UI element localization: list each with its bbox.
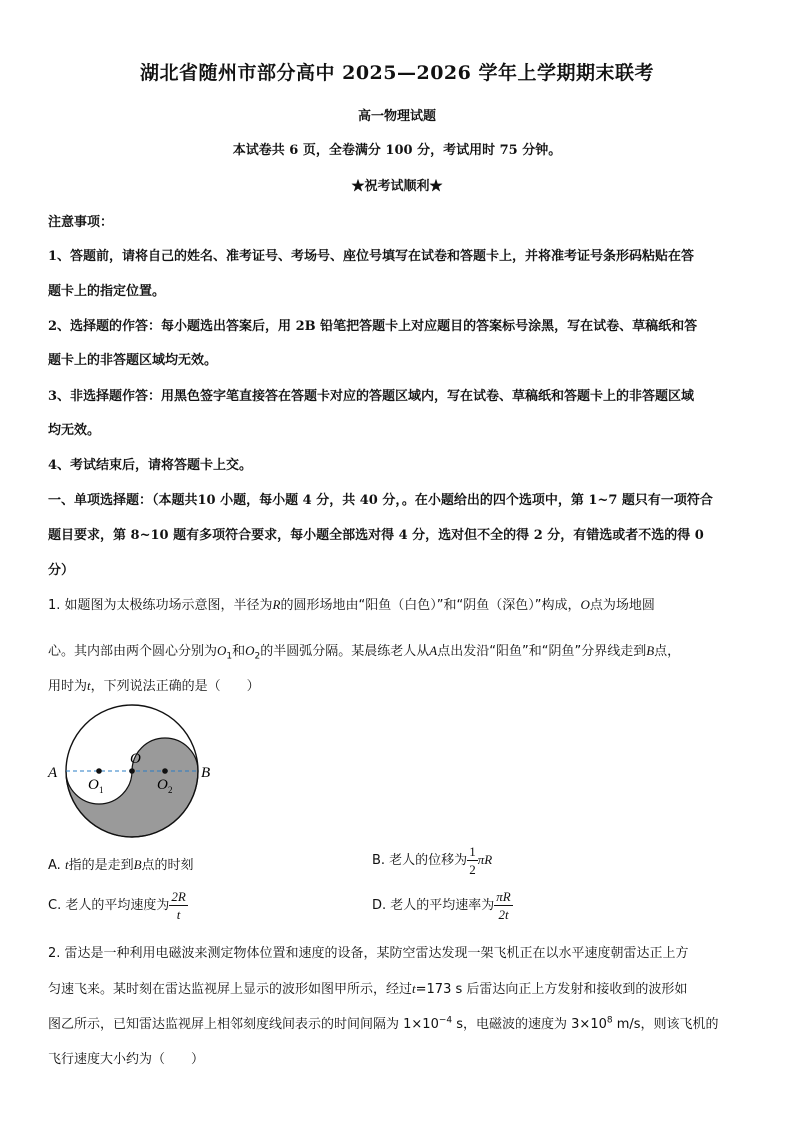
q1-option-d: D. 老人的平均速率为 $\frac{\pi R}{2t}$ [372,889,511,922]
q1-stem-line-1: 1. 如题图为太极练功场示意图，半径为R的圆形场地由“阳鱼（白色）”和“阴鱼（深色）”构成，O点为场地圆 [48,597,655,613]
section-1-line-1: 一、单项选择题：（本题共10 小题，每小题 4 分，共 40 分，。在小题给出的四个选项中，第 1~7 题只有一项符合 [48,493,713,508]
exam-info: 本试卷共 6 页，全卷满分 100 分，考试用时 75 分钟。 [232,143,562,158]
q2-stem-line-3: 图乙所示，已知雷达监视屏上相邻刻度线间表示的时间间隔为 $1\times 10^{-4}$ s，电磁波的速度为 $3\times 10^8$ m/s，则该飞机的 [48,1015,719,1032]
q1-stem-line-2: 心。其内部由两个圆心分别为$O_1$和$O_2$的半圆弧分隔。某晨练老人从A点出发沿“阳鱼”和“阴鱼”分界线走到B点， [48,643,681,662]
label-o1: O [88,777,99,793]
point-o1 [96,768,102,774]
label-o2-sub: 2 [168,785,173,795]
q1-option-c: C. 老人的平均速度为 $\frac{2R}{t}$ [48,889,186,922]
note-3-line-1: 3、非选择题作答：用黑色签字笔直接答在答题卡对应的答题区域内，写在试卷、草稿纸和答题卡上的非答题区域 [48,389,695,404]
q2-stem-line-4: 飞行速度大小约为（ ） [48,1052,205,1067]
section-1-line-3: 分） [48,563,75,578]
note-3-line-2: 均无效。 [48,423,101,438]
label-b: B [201,765,211,781]
note-1-line-1: 1、答题前，请将自己的姓名、准考证号、考场号、座位号填写在试卷和答题卡上，并将准考证号条形码粘贴在答 [48,249,695,264]
point-o2 [162,768,168,774]
q2-stem-line-2: 匀速飞来。某时刻在雷达监视屏上显示的波形如图甲所示，经过t=173 s 后雷达向正上方发射和接收到的波形如 [48,981,688,997]
page-title: 湖北省随州市部分高中 2025—2026 学年上学期期末联考 [140,62,654,84]
q1-option-a: A. t指的是走到B点的时刻 [48,857,194,873]
point-o [129,768,135,774]
q2-stem-line-1: 2. 雷达是一种利用电磁波来测定物体位置和速度的设备，某防空雷达发现一架飞机正在以水平速度朝雷达正上方 [48,946,689,961]
q1-stem-line-3: 用时为t，下列说法正确的是（ ） [48,678,260,694]
good-luck-wish: ★祝考试顺利★ [351,179,443,194]
label-o2: O [157,777,168,793]
note-2-line-2: 题卡上的非答题区域均无效。 [48,353,218,368]
taiji-diagram [44,697,224,847]
subject-title: 高一物理试题 [357,109,436,124]
label-a: A [48,765,58,781]
label-o: O [130,751,141,767]
note-2-line-1: 2、选择题的作答：每小题选出答案后，用 2B 铅笔把答题卡上对应题目的答案标号涂黑，写在试卷、草稿纸和答 [48,319,698,334]
notes-heading: 注意事项： [48,215,114,230]
label-o1-sub: 1 [99,785,104,795]
section-1-line-2: 题目要求，第 8~10 题有多项符合要求，每小题全部选对得 4 分，选对但不全的得 2 分，有错选或者不选的得 0 [48,528,704,543]
note-4: 4、考试结束后，请将答题卡上交。 [48,458,253,473]
q1-option-b: B. 老人的位移为 $\frac{1}{2}$ πR [372,844,493,877]
note-1-line-2: 题卡上的指定位置。 [48,284,166,299]
